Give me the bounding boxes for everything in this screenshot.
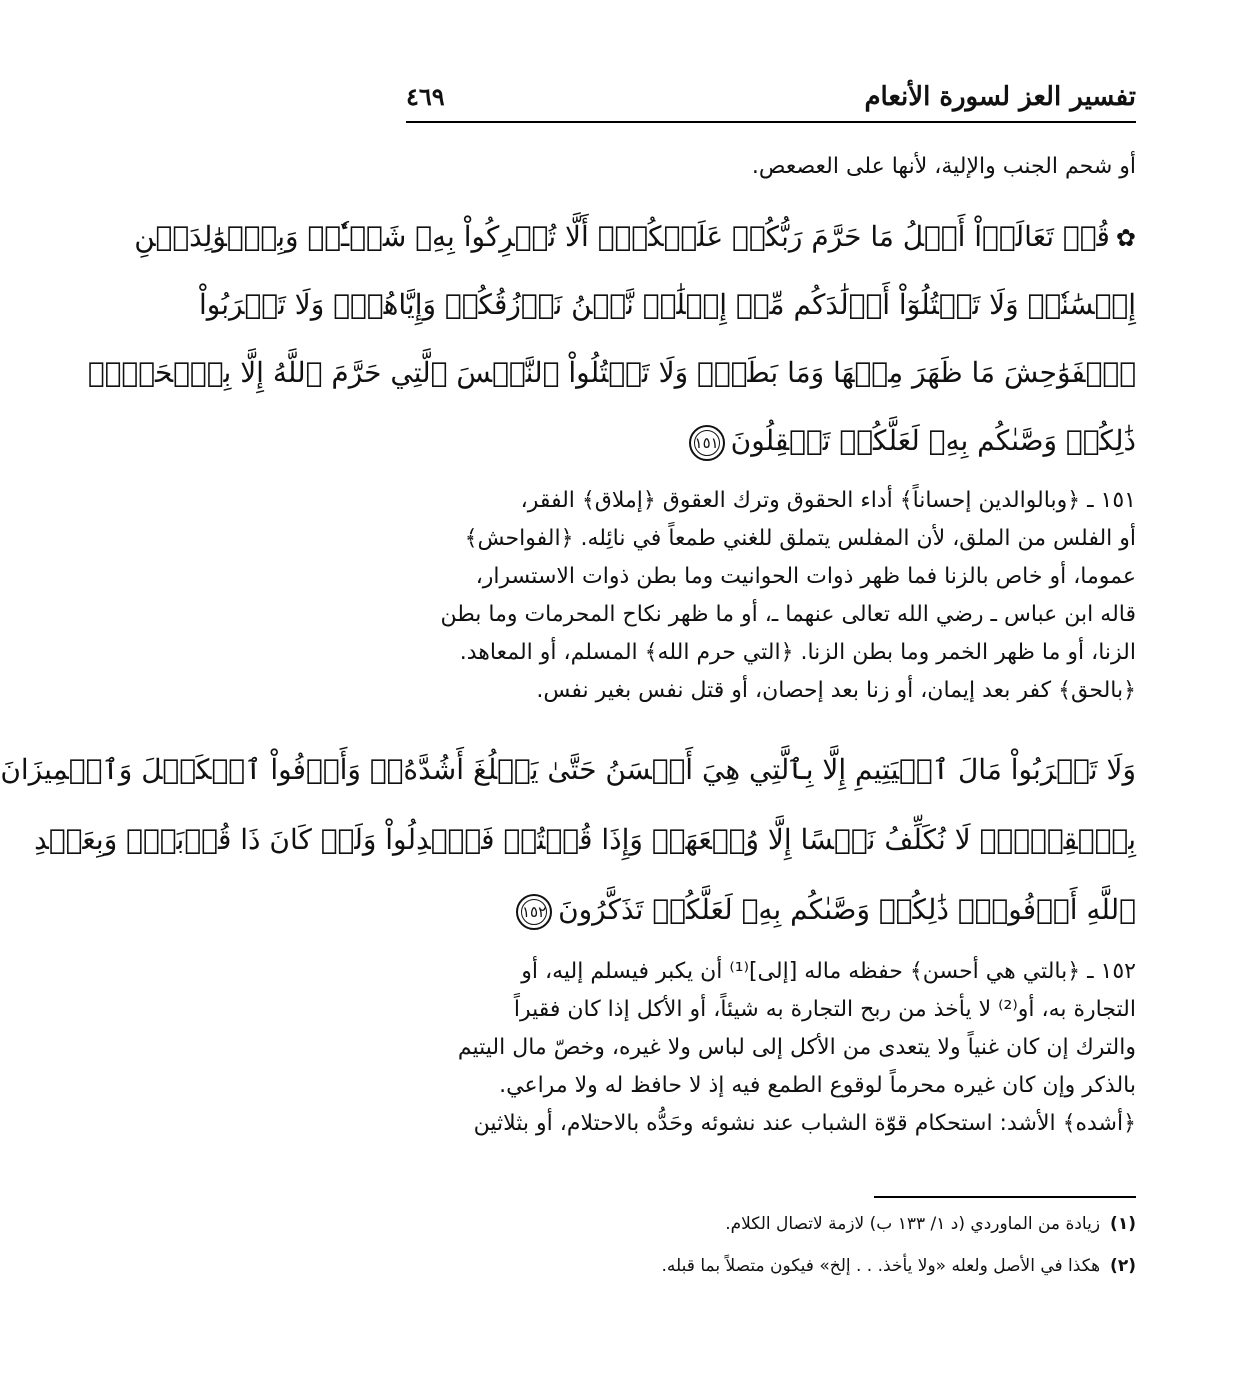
footnote-text: زيادة من الماوردي (د ١/ ١٣٣ ب) لازمة لاتصال الكلام. [725,1214,1101,1234]
verse-152-line-2: بِٱلۡقِسۡطِۖ لَا نُكَلِّفُ نَفۡسًا إِلَّا وُسۡعَهَاۖ وَإِذَا قُلۡتُمۡ فَٱعۡدِلُواْ وَلَوۡ كَانَ ذَا قُرۡبَىٰۖ وَبِعَهۡدِ [34,823,1136,856]
commentary-152-line-4: بالذكر وإن كان غيره محرماً لوقوع الطمع فيه إذ لا حافظ له ولا مراعي. [499,1073,1136,1098]
commentary-151-line-2: أو الفلس من الملق، لأن المفلس يتملق للغني طمعاً في نائِله. ﴿الفواحش﴾ [464,526,1136,551]
running-title: تفسير العز لسورة الأنعام [864,82,1136,112]
commentary-151-line-6: ﴿بالحق﴾ كفر بعد إيمان، أو زنا بعد إحصان، أو قتل نفس بغير نفس. [536,678,1136,703]
verse-151-line-3: ٱلۡفَوَٰحِشَ مَا ظَهَرَ مِنۡهَا وَمَا بَطَنَۖ وَلَا تَقۡتُلُواْ ٱلنَّفۡسَ ٱلَّتِي حَرَّمَ ٱللَّهُ إِلَّا بِٱلۡحَقِّۚ [87,356,1136,389]
commentary-152-line-5: ﴿أشده﴾ الأشد: استحكام قوّة الشباب عند نشوئه وحَدُّه بالاحتلام، أو بثلاثين [473,1111,1136,1136]
page-number: ٤٦٩ [406,82,445,111]
ayah-number-152: ١٥٢ [516,894,552,930]
verse-151-line-1: ✿قُلۡ تَعَالَوۡاْ أَتۡلُ مَا حَرَّمَ رَبُّكُمۡ عَلَيۡكُمۡۖ أَلَّا تُشۡرِكُواْ بِهِۦ شَيۡـٔٗاۖ وَبِٱلۡوَٰلِدَيۡنِ [134,220,1136,253]
footnote-number: (١) [1110,1214,1136,1234]
verse-151-line-4: ذَٰلِكُمۡ وَصَّىٰكُم بِهِۦ لَعَلَّكُمۡ تَعۡقِلُونَ١٥١ [406,419,1136,463]
commentary-151-line-3: عموما، أو خاص بالزنا فما ظهر ذوات الحوانيت وما بطن ذوات الاستسرار، [475,564,1136,589]
commentary-151-line-4: قاله ابن عباس ـ رضي الله تعالى عنهما ـ، أو ما ظهر نكاح المحرمات وما بطن [440,602,1136,627]
commentary-152-line-1: ١٥٢ ـ ﴿بالتي هي أحسن﴾ حفظه ماله [إلى]⁽¹⁾ أن يكبر فيسلم إليه، أو [521,959,1136,984]
commentary-151-line-5: الزنا، أو ما ظهر الخمر وما بطن الزنا. ﴿التي حرم الله﴾ المسلم، أو المعاهد. [459,640,1136,665]
commentary-152-line-2: التجارة به، أو⁽²⁾ لا يأخذ من ربح التجارة به شيئاً، أو الأكل إذا كان فقيراً [513,997,1136,1022]
footnote-1 [406,1210,1136,1238]
header-rule [406,121,1136,123]
verse-152-line-3: ٱللَّهِ أَوۡفُواْۚ ذَٰلِكُمۡ وَصَّىٰكُم بِهِۦ لَعَلَّكُمۡ تَذَكَّرُونَ١٥٢ [406,888,1136,932]
footnote-number: (٢) [1110,1256,1136,1276]
intro-line: أو شحم الجنب والإلية، لأنها على العصعص. [751,154,1136,179]
verse-152-line-1: وَلَا تَقۡرَبُواْ مَالَ ٱلۡيَتِيمِ إِلَّا بِٱلَّتِي هِيَ أَحۡسَنُ حَتَّىٰ يَبۡلُغَ أَشُدَّهُۥۖ وَأَوۡفُواْ ٱلۡكَيۡلَ وَٱلۡمِيزَانَ [0,753,1136,786]
verse-151-line-2: إِحۡسَٰنٗاۖ وَلَا تَقۡتُلُوٓاْ أَوۡلَٰدَكُم مِّنۡ إِمۡلَٰقٖ نَّحۡنُ نَرۡزُقُكُمۡ وَإِيَّاهُمۡۖ وَلَا تَقۡرَبُواْ [199,288,1136,321]
commentary-151-line-1: ١٥١ ـ ﴿وبالوالدين إحساناً﴾ أداء الحقوق وترك العقوق ﴿إملاق﴾ الفقر، [520,488,1136,513]
ayah-number-151: ١٥١ [689,425,725,461]
running-header [406,82,1136,118]
footnote-rule [874,1196,1136,1198]
verse-start-ornament-icon: ✿ [1115,224,1136,252]
commentary-152-line-3: والترك إن كان غنياً ولا يتعدى من الأكل إلى لباس ولا غيره، وخصّ مال اليتيم [457,1035,1136,1060]
footnote-2 [406,1252,1136,1280]
footnote-text: هكذا في الأصل ولعله «ولا يأخذ. . . إلخ» فيكون متصلاً بما قبله. [661,1256,1101,1276]
